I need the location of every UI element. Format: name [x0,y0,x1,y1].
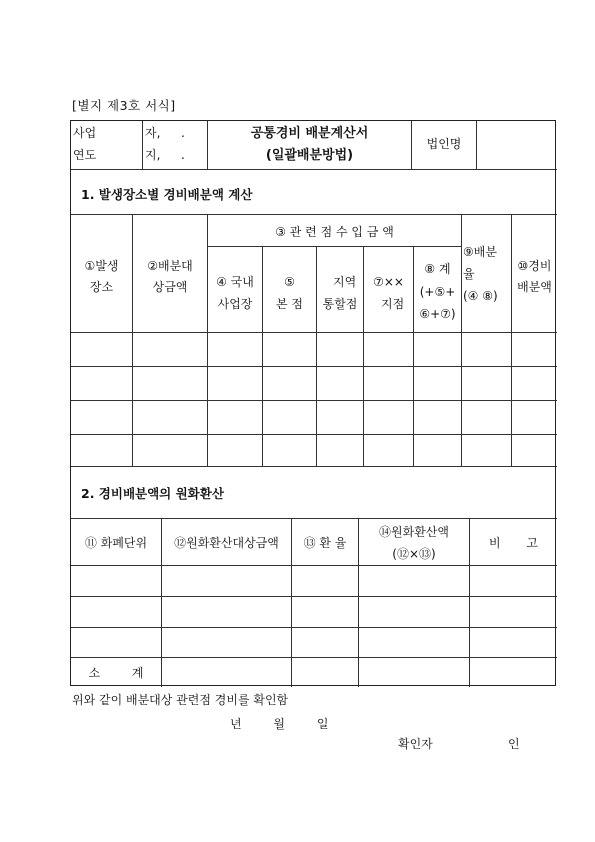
col5-header: 본 점 [276,297,303,311]
table-row [71,657,557,658]
table-row [71,366,557,367]
expense-allocation-form-table [70,120,556,686]
table-row [71,332,557,333]
column-divider [207,214,208,466]
section2-title: 2. 경비배분액의 원화환산 [81,486,224,501]
column-divider [132,214,133,466]
date-line: 년 월 일 [230,717,329,731]
column-divider [511,214,512,466]
col13-header: ⑬ 환 율 [303,536,347,550]
column-divider [413,246,414,466]
subtotal-label: 소 계 [88,666,144,680]
table-row [71,627,557,628]
table-row [71,434,557,435]
business-year-label: 사업 [73,126,97,140]
col1-header: 장소 [89,280,114,294]
col15-header: 비 고 [489,536,538,550]
row-divider [71,518,557,519]
col10-header: 배분액 [517,280,552,294]
period-from-dot: . [181,126,185,140]
col6-header: 통할점 [322,297,358,311]
col14-header: (⑫×⑬) [392,547,436,561]
section1-title: 1. 발생장소별 경비배분액 계산 [81,187,253,202]
col8-header: (+⑤+ [419,285,456,299]
row-divider [71,466,557,467]
col10-header: ⑩경비 [517,259,552,273]
col9-header: ⑨배분 [463,245,497,259]
col4-header: 사업장 [217,297,253,311]
col1-header: ①발생 [84,259,119,273]
col2-header: 상금액 [152,280,188,294]
col2-header: ②배분대 [147,259,193,273]
seal-mark: 인 [508,737,520,751]
confirmer-label: 확인자 [398,737,433,751]
col14-header: ⑭원화환산액 [379,525,449,539]
form-subtitle: (일괄배분방법) [265,148,354,163]
col5-header: ⑤ [284,275,295,289]
period-to-label: 지, [145,148,161,162]
form-title: 공통경비 배분계산서 [250,126,369,141]
corporation-name-label: 법인명 [426,137,462,151]
row-divider [71,169,557,170]
col7-header: 지점 [381,297,405,311]
period-from-label: 자, [145,126,161,140]
col6-header: 지역 [333,275,357,289]
row-divider [71,214,557,215]
column-divider [461,214,462,466]
table-row [71,596,557,597]
col4-header: ④ 국내 [216,275,254,289]
related-branch-income-header: ③ 관 련 점 수 입 금 액 [275,225,394,239]
table-row [71,565,557,566]
header-divider [476,121,477,169]
column-divider [316,246,317,466]
header-divider [142,121,143,169]
form-number-label: [별지 제3호 서식] [72,98,176,113]
col7-header: ⑦×× [373,275,404,289]
business-year-label: 연도 [73,148,97,162]
column-divider [358,518,359,687]
col9-header: 율 [463,267,475,281]
col9-header: (④ ⑧) [463,289,498,303]
confirmation-statement: 위와 같이 배분대상 관련점 경비를 확인함 [72,693,289,707]
col8-header: ⑥+⑦) [419,307,456,321]
period-to-dot: . [181,148,185,162]
table-row [71,400,557,401]
col12-header: ⑫원화환산대상금액 [174,536,279,550]
col11-header: ⑪ 화폐단위 [84,536,148,550]
col8-header: ⑧ 계 [424,262,451,276]
group-header-divider [207,246,461,247]
